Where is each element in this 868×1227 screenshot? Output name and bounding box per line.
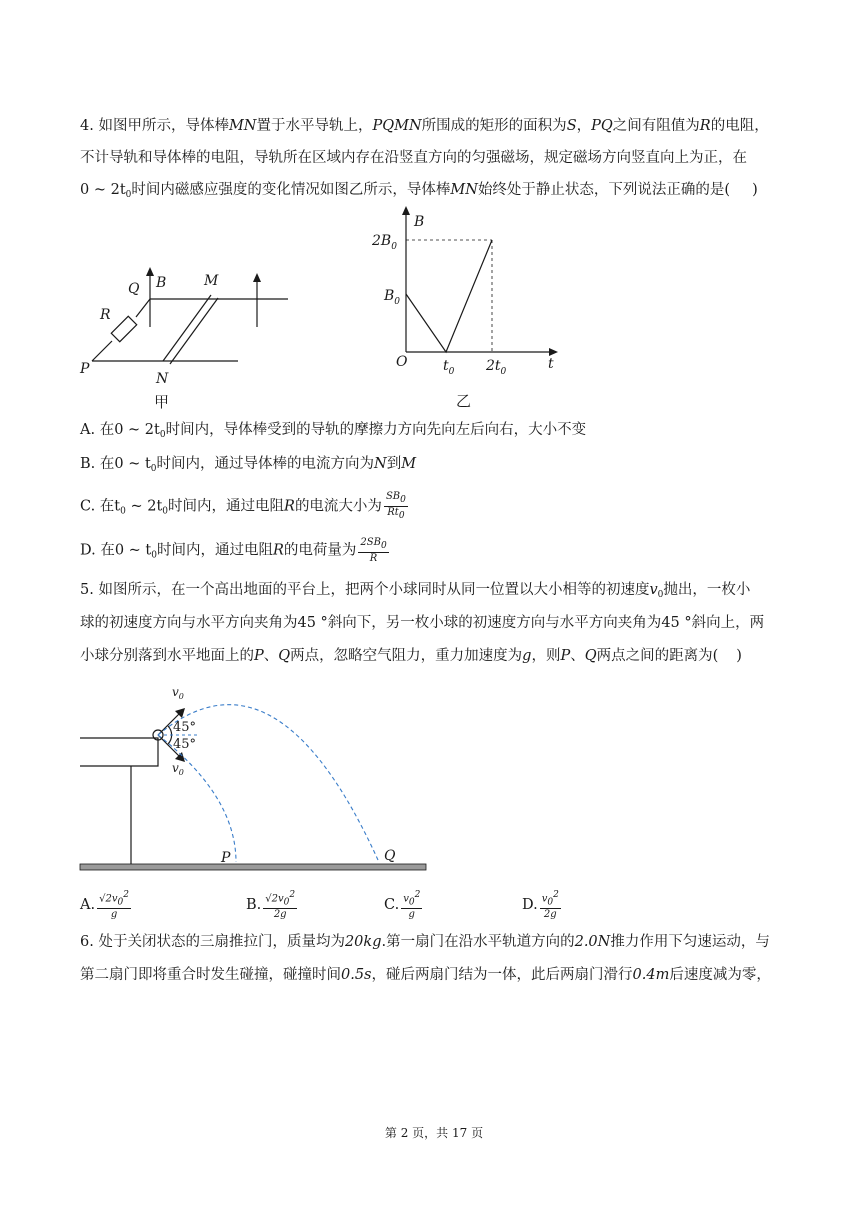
q4-line-2 bbox=[80, 148, 747, 168]
q4-var-mn: MN bbox=[450, 182, 478, 198]
q4-text: 时间内磁感应强度的变化情况如图乙所示，导体棒 bbox=[131, 182, 451, 198]
option-text: 的电流大小为 bbox=[294, 498, 382, 515]
option-text: 时间内，通过导体棒的电流方向为 bbox=[156, 456, 375, 472]
q5-line-1 bbox=[80, 580, 750, 605]
fraction: $\frac{√2v_0^2}{2g}$ bbox=[265, 890, 296, 921]
option-text: 的电荷量为 bbox=[283, 542, 357, 559]
q6-text: .第一扇门在沿水平轨道方向的 bbox=[381, 934, 575, 950]
q5-option-b[interactable] bbox=[246, 890, 299, 920]
option-text: 时间内，通过电阻 bbox=[168, 498, 285, 515]
b-graph-line bbox=[406, 240, 492, 352]
caption-jia: 甲 bbox=[154, 393, 170, 411]
option-var: R bbox=[284, 498, 295, 515]
v0-label-top: $v_0$ bbox=[172, 685, 184, 701]
q5-line-2 bbox=[80, 613, 764, 633]
arrow-up-icon bbox=[253, 273, 261, 282]
lower-trajectory bbox=[158, 735, 236, 862]
q4-option-d[interactable] bbox=[80, 537, 391, 566]
q5-text: 斜向上，两 bbox=[691, 615, 765, 631]
q4-text: ， bbox=[576, 118, 592, 134]
label-r: R bbox=[100, 307, 111, 323]
caption-yi: 乙 bbox=[456, 392, 472, 410]
axis-label-b: B bbox=[414, 214, 425, 230]
label-b: B bbox=[156, 275, 167, 291]
q6-mass: 20kg bbox=[344, 934, 382, 950]
option-text: 到 bbox=[386, 456, 402, 472]
option-text: 时间内，通过电阻 bbox=[156, 542, 273, 559]
subscript: 0 bbox=[162, 506, 169, 517]
subscript: 0 bbox=[151, 550, 157, 561]
label-q: Q bbox=[128, 281, 140, 297]
tick-label-2t0: $2t_0$ bbox=[486, 358, 507, 377]
ground bbox=[80, 864, 426, 870]
q4-text: 的电阻， bbox=[710, 118, 769, 134]
angle-label-top: 45° bbox=[173, 720, 197, 735]
arrow-right-icon bbox=[549, 348, 558, 356]
option-label: C. bbox=[384, 897, 400, 914]
q5-line-3 bbox=[80, 646, 742, 666]
subscript: 0 bbox=[150, 464, 157, 474]
tick-label-t0: $t_0$ bbox=[443, 358, 455, 377]
point-p-label: P bbox=[221, 850, 231, 866]
q5-text: 、 bbox=[570, 648, 585, 664]
q5-text: 抛出，一枚小 bbox=[663, 582, 751, 598]
q5-option-a[interactable] bbox=[80, 890, 133, 920]
platform-top bbox=[80, 738, 158, 766]
option-text: A. 在0 ~ 2t bbox=[80, 422, 160, 438]
rail-left-a bbox=[92, 341, 112, 361]
option-label: D. bbox=[522, 897, 538, 914]
q4-paren: ) bbox=[752, 182, 758, 198]
fraction: $\frac{√2v_0^2}{g}$ bbox=[99, 890, 129, 921]
q5-angle: 45 ° bbox=[661, 615, 692, 631]
axis-label-t: t bbox=[548, 356, 554, 372]
q5-var-p: P bbox=[560, 648, 571, 664]
option-text: B. 在0 ~ t bbox=[80, 456, 151, 472]
q5-text: 5. 如图所示，在一个高出地面的平台上，把两个小球同时从同一位置以大小相等的初速度 bbox=[80, 582, 650, 598]
q6-distance: 0.4m bbox=[632, 967, 670, 983]
q5-var-v0: v bbox=[649, 582, 658, 598]
subscript: 0 bbox=[125, 190, 132, 200]
q6-force: 2.0N bbox=[574, 934, 611, 950]
q4-figure-yi bbox=[370, 202, 570, 412]
q4-text: 之间有阻值为 bbox=[612, 118, 700, 134]
option-text: D. 在0 ~ t bbox=[80, 542, 152, 559]
arrow-up-icon bbox=[146, 267, 154, 276]
q6-text: 推力作用下匀速运动，与 bbox=[610, 934, 770, 950]
q4-var-s: S bbox=[566, 118, 577, 134]
option-label: A. bbox=[80, 897, 96, 914]
q5-paren: ) bbox=[736, 648, 742, 664]
option-text: ~ 2t bbox=[125, 498, 163, 515]
q4-line-1 bbox=[80, 116, 769, 136]
q5-var-g: g bbox=[522, 648, 532, 664]
point-q-label: Q bbox=[384, 848, 396, 864]
q4-var-r: R bbox=[699, 118, 711, 134]
label-n: N bbox=[156, 371, 169, 387]
q4-option-c[interactable] bbox=[80, 491, 410, 522]
option-var: N bbox=[374, 456, 387, 472]
q4-option-a[interactable] bbox=[80, 420, 586, 445]
q5-angle: 45 ° bbox=[297, 615, 328, 631]
q5-var-q: Q bbox=[584, 648, 597, 664]
q4-var-mn: MN bbox=[228, 118, 257, 134]
rail-left-b bbox=[136, 299, 150, 317]
conductor-rod-a bbox=[163, 295, 211, 361]
fraction: $\frac{v_0^2}{2g}$ bbox=[541, 890, 559, 921]
q5-text: 斜向下，另一枚小球的初速度方向与水平方向夹角为 bbox=[327, 615, 662, 631]
q5-text: 、 bbox=[263, 648, 279, 664]
q5-var-p: P bbox=[254, 648, 264, 664]
label-m: M bbox=[204, 273, 219, 289]
q5-text: ，则 bbox=[531, 648, 561, 664]
conductor-rod-b bbox=[170, 298, 218, 364]
q6-line-2 bbox=[80, 965, 771, 985]
q4-text: 置于水平导轨上， bbox=[256, 118, 373, 134]
q4-var-pqmn: PQMN bbox=[372, 118, 422, 134]
q4-text: 始终处于静止状态，下列说法正确的是( bbox=[477, 182, 731, 198]
page-footer: 第 2 页，共 17 页 bbox=[384, 1126, 484, 1140]
q6-text: 6. 处于关闭状态的三扇推拉门，质量均为 bbox=[80, 934, 345, 950]
resistor bbox=[111, 316, 136, 341]
q5-option-c[interactable] bbox=[384, 890, 424, 920]
q5-text: 两点，忽略空气阻力，重力加速度为 bbox=[290, 648, 523, 664]
q4-var-pq: PQ bbox=[591, 118, 613, 134]
q5-text: 球的初速度方向与水平方向夹角为 bbox=[80, 615, 298, 631]
q5-text: 两点之间的距离为( bbox=[596, 648, 719, 664]
option-label: B. bbox=[246, 897, 262, 914]
q4-figure-jia bbox=[70, 265, 300, 415]
q5-option-d[interactable] bbox=[522, 890, 563, 920]
v0-label-bottom: $v_0$ bbox=[172, 761, 184, 777]
q6-line-1 bbox=[80, 932, 770, 952]
fraction: $\frac{v_0^2}{g}$ bbox=[403, 890, 421, 921]
q5-var-q: Q bbox=[278, 648, 291, 664]
q4-text: 不计导轨和导体棒的电阻，导轨所在区域内存在沿竖直方向的匀强磁场，规定磁场方向竖直向上为正，在 bbox=[80, 150, 747, 166]
q4-text: 4. 如图甲所示，导体棒 bbox=[80, 118, 229, 134]
tick-label-b0: $B_0$ bbox=[384, 288, 401, 307]
q4-option-b[interactable] bbox=[80, 454, 416, 479]
q5-text: 小球分别落到水平地面上的 bbox=[80, 648, 254, 664]
fraction: $\frac{2SB_0}{R}$ bbox=[360, 537, 387, 564]
fraction: $\frac{SB_0}{Rt_0}$ bbox=[385, 491, 406, 521]
q5-figure bbox=[76, 676, 436, 876]
q6-text: 第二扇门即将重合时发生碰撞，碰撞时间 bbox=[80, 967, 341, 983]
q6-time: 0.5s bbox=[341, 967, 372, 983]
subscript: 0 bbox=[159, 430, 166, 440]
angle-label-bottom: 45° bbox=[173, 737, 197, 752]
q4-text: 所围成的矩形的面积为 bbox=[421, 118, 567, 134]
q6-text: ，碰后两扇门结为一体，此后两扇门滑行 bbox=[371, 967, 633, 983]
subscript: 0 bbox=[120, 506, 126, 517]
q6-text: 后速度减为零， bbox=[669, 967, 771, 983]
option-text: 时间内，导体棒受到的导轨的摩擦力方向先向左后向右，大小不变 bbox=[165, 422, 587, 438]
q4-range: 0 ~ 2t bbox=[80, 182, 126, 198]
option-var: R bbox=[272, 542, 284, 559]
option-var: M bbox=[401, 456, 417, 472]
subscript: 0 bbox=[657, 590, 664, 600]
origin-label: O bbox=[396, 354, 408, 370]
tick-label-2b0: $2B_0$ bbox=[372, 233, 397, 252]
arrow-up-icon bbox=[402, 206, 410, 215]
option-text: C. 在t bbox=[80, 498, 121, 515]
label-p: P bbox=[80, 361, 90, 377]
